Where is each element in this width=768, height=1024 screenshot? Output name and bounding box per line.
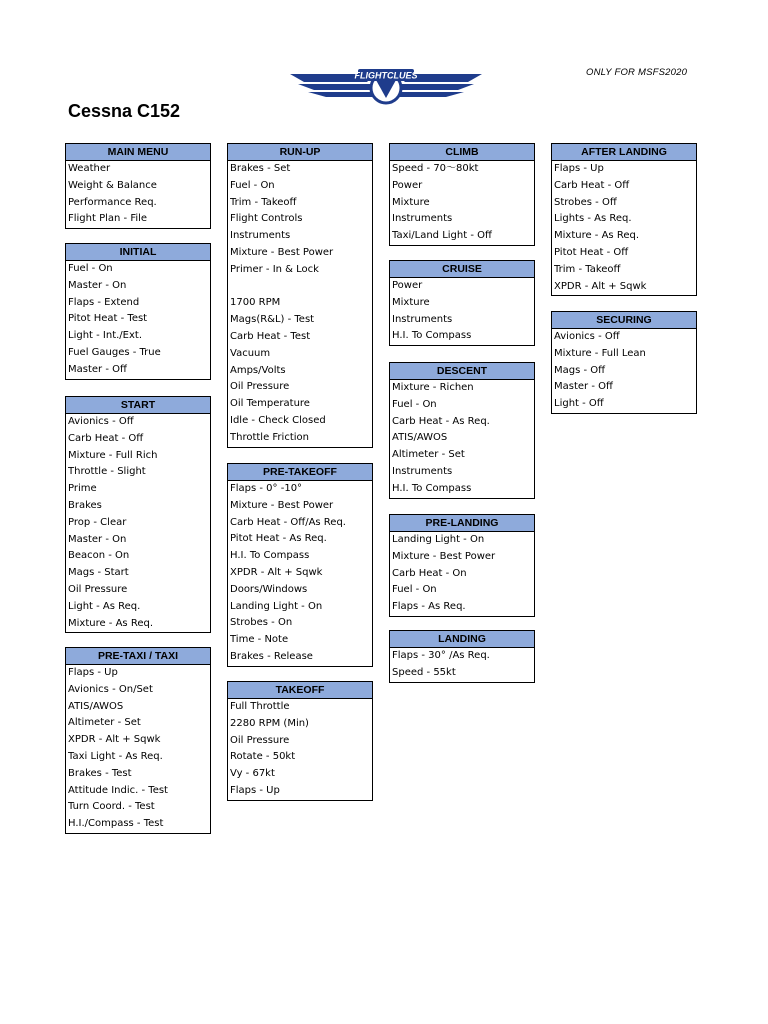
checklist-item: Fuel - On [392, 584, 437, 596]
checklist-item: Avionics - Off [68, 416, 134, 427]
checklist-item: Speed - 55kt [392, 666, 456, 678]
checklist-item: Mixture - Full Rich [68, 449, 158, 461]
checklist-item: Prop - Clear [68, 516, 127, 528]
checklist-item: Fuel - On [68, 263, 113, 274]
card-pre-landing [389, 514, 535, 617]
checklist-item: Mixture [392, 196, 430, 208]
checklist-item: Attitude Indic. - Test [68, 784, 168, 796]
checklist-items [66, 665, 210, 833]
checklist-item: Fuel Gauges - True [68, 346, 161, 358]
card-initial [65, 243, 211, 380]
checklist-item: Power [392, 280, 423, 291]
checklist-item: Master - Off [554, 381, 613, 393]
page-title: Cessna C152 [68, 101, 181, 121]
checklist-item: Strobes - On [230, 617, 293, 629]
checklist-item: 1700 RPM [230, 297, 281, 309]
checklist-item: H.I. To Compass [392, 330, 472, 342]
checklist-item: XPDR - Alt + Sqwk [68, 734, 161, 746]
checklist-item: Mags(R&L) - Test [230, 314, 315, 326]
checklist-item: Instruments [230, 230, 291, 242]
checklist-items [390, 648, 534, 682]
checklist-item: Flaps - 0° -10° [230, 483, 303, 494]
checklist-item: H.I. To Compass [230, 550, 310, 562]
checklist-item: Instruments [392, 465, 453, 477]
checklist-item: Primer - In & Lock [230, 263, 319, 275]
checklist-item: Avionics - On/Set [68, 683, 153, 695]
checklist-item: Light - As Req. [68, 600, 141, 612]
checklist-item: Fuel - On [392, 398, 437, 410]
checklist-items [552, 161, 696, 295]
checklist-item: Mixture - Full Lean [554, 347, 646, 359]
checklist-item: Vy - 67kt [230, 768, 275, 780]
msfs-note: ONLY FOR MSFS2020 [586, 67, 688, 78]
checklist-item: Trim - Takeoff [230, 196, 297, 208]
checklist-item: Vacuum [230, 347, 271, 359]
checklist-item: Power [392, 179, 423, 191]
checklist-item: Pitot Heat - As Req. [230, 533, 327, 545]
card-takeoff [227, 681, 373, 801]
card-title: AFTER LANDING [552, 144, 696, 161]
checklist-item: Brakes - Test [68, 767, 132, 779]
checklist-item: Speed - 70～80kt [392, 163, 479, 174]
checklist-item: Light - Off [554, 398, 604, 410]
checklist-item: Altimeter - Set [392, 449, 465, 461]
card-cruise [389, 260, 535, 346]
checklist-item: Oil Temperature [230, 398, 310, 410]
checklist-item: Idle - Check Closed [230, 414, 326, 426]
checklist-item: Mags - Off [554, 364, 606, 376]
checklist-item: Flaps - As Req. [392, 601, 466, 613]
checklist-item: XPDR - Alt + Sqwk [230, 566, 323, 578]
checklist-item: Trim - Takeoff [554, 263, 621, 275]
card-title: RUN-UP [228, 144, 372, 161]
checklist-item: Fuel - On [230, 179, 275, 191]
checklist-item: Turn Coord. - Test [68, 801, 155, 813]
checklist-item: Throttle - Slight [68, 466, 146, 478]
checklist-item: Carb Heat - Off/As Req. [230, 516, 346, 528]
checklist-item: Brakes - Release [230, 650, 313, 662]
card-after-landing [551, 143, 697, 296]
checklist-item: Light - Int./Ext. [68, 330, 143, 342]
checklist-item: Master - On [68, 533, 127, 545]
checklist-item: Carb Heat - Off [554, 179, 630, 191]
checklist-item: Instruments [392, 313, 453, 325]
card-title: MAIN MENU [66, 144, 210, 161]
card-title: CRUISE [390, 261, 534, 278]
checklist-item: 2280 RPM (Min) [230, 717, 309, 729]
checklist-item: H.I./Compass - Test [68, 818, 164, 830]
card-start [65, 396, 211, 633]
checklist-item: Master - On [68, 279, 127, 291]
checklist-item: Carb Heat - Test [230, 330, 311, 342]
checklist-item: Mixture - Best Power [392, 550, 496, 562]
card-title: PRE-TAKEOFF [228, 464, 372, 481]
checklist-item [230, 279, 372, 296]
checklist-item: Prime [68, 483, 97, 495]
checklist-items [228, 699, 372, 800]
checklist-item: Flaps - 30° /As Req. [392, 650, 490, 661]
checklist-item: Flaps - Up [68, 667, 118, 678]
checklist-item: Altimeter - Set [68, 717, 141, 729]
checklist-item: Flaps - Up [230, 784, 280, 796]
checklist-item: XPDR - Alt + Sqwk [554, 280, 647, 292]
checklist-item: ATIS/AWOS [68, 700, 124, 712]
checklist-item: Mixture - Richen [392, 382, 474, 393]
checklist-item: Flaps - Extend [68, 296, 140, 308]
checklist-item: Taxi/Land Light - Off [392, 230, 492, 242]
checklist-items [66, 414, 210, 632]
card-title: START [66, 397, 210, 414]
checklist-items [390, 161, 534, 245]
checklist-item: Throttle Friction [230, 431, 309, 443]
checklist-item: Time - Note [230, 634, 289, 646]
checklist-item: Landing Light - On [230, 600, 323, 612]
card-title: LANDING [390, 631, 534, 648]
flightclues-logo [288, 62, 484, 110]
checklist-items [228, 161, 372, 447]
checklist-items [228, 481, 372, 666]
checklist-items [66, 261, 210, 379]
checklist-item: Mixture [392, 296, 430, 308]
checklist-item: Amps/Volts [230, 364, 286, 376]
card-title: DESCENT [390, 363, 534, 380]
card-title: TAKEOFF [228, 682, 372, 699]
checklist-item: Rotate - 50kt [230, 751, 296, 763]
checklist-item: Avionics - Off [554, 331, 620, 342]
checklist-item: Oil Pressure [68, 583, 128, 595]
checklist-item: ATIS/AWOS [392, 432, 448, 444]
checklist-item: Brakes - Set [230, 163, 291, 174]
checklist-item: Mixture - Best Power [230, 499, 334, 511]
checklist-item: Instruments [392, 213, 453, 225]
card-title: INITIAL [66, 244, 210, 261]
card-title: SECURING [552, 312, 696, 329]
checklist-items [390, 380, 534, 498]
checklist-item: Doors/Windows [230, 583, 308, 595]
card-run-up [227, 143, 373, 448]
checklist-item: Brakes [68, 499, 102, 511]
checklist-item: Carb Heat - As Req. [392, 415, 490, 427]
card-descent [389, 362, 535, 499]
checklist-item: Full Throttle [230, 701, 290, 712]
checklist-items [390, 532, 534, 616]
checklist-item: Carb Heat - On [392, 567, 467, 579]
svg-text:FLIGHTCLUES: FLIGHTCLUES [354, 70, 418, 81]
card-title: PRE-LANDING [390, 515, 534, 532]
card-title: PRE-TAXI / TAXI [66, 648, 210, 665]
checklist-item: Oil Pressure [230, 381, 290, 393]
checklist-item: Mixture - As Req. [554, 230, 639, 242]
checklist-items [552, 329, 696, 413]
card-main-menu [65, 143, 211, 229]
card-pre-taxi [65, 647, 211, 834]
checklist-item: Landing Light - On [392, 534, 485, 545]
checklist-item: Pitot Heat - Off [554, 246, 629, 258]
checklist-item: Performance Req. [68, 196, 157, 208]
checklist-item: Strobes - Off [554, 196, 617, 208]
checklist-item: Taxi Light - As Req. [68, 750, 163, 762]
checklist-item: Flaps - Up [554, 163, 604, 174]
checklist-item: Flight Plan - File [68, 213, 148, 225]
card-title: CLIMB [390, 144, 534, 161]
checklist-item: Master - Off [68, 363, 127, 375]
card-climb [389, 143, 535, 246]
checklist-item: Oil Pressure [230, 734, 290, 746]
checklist-item: Weather [68, 163, 111, 174]
checklist-item: Mixture - As Req. [68, 617, 153, 629]
checklist-items [390, 278, 534, 345]
checklist-item: Beacon - On [68, 550, 130, 562]
checklist-item: Pitot Heat - Test [68, 313, 148, 325]
checklist-item: Mags - Start [68, 567, 129, 579]
card-pre-takeoff [227, 463, 373, 667]
checklist-item: H.I. To Compass [392, 482, 472, 494]
checklist-item: Weight & Balance [68, 179, 157, 191]
checklist-item: Flight Controls [230, 213, 303, 225]
checklist-items [66, 161, 210, 228]
card-landing [389, 630, 535, 683]
checklist-item: Mixture - Best Power [230, 246, 334, 258]
checklist-item: Carb Heat - Off [68, 432, 144, 444]
checklist-item: Lights - As Req. [554, 213, 632, 225]
card-securing [551, 311, 697, 414]
